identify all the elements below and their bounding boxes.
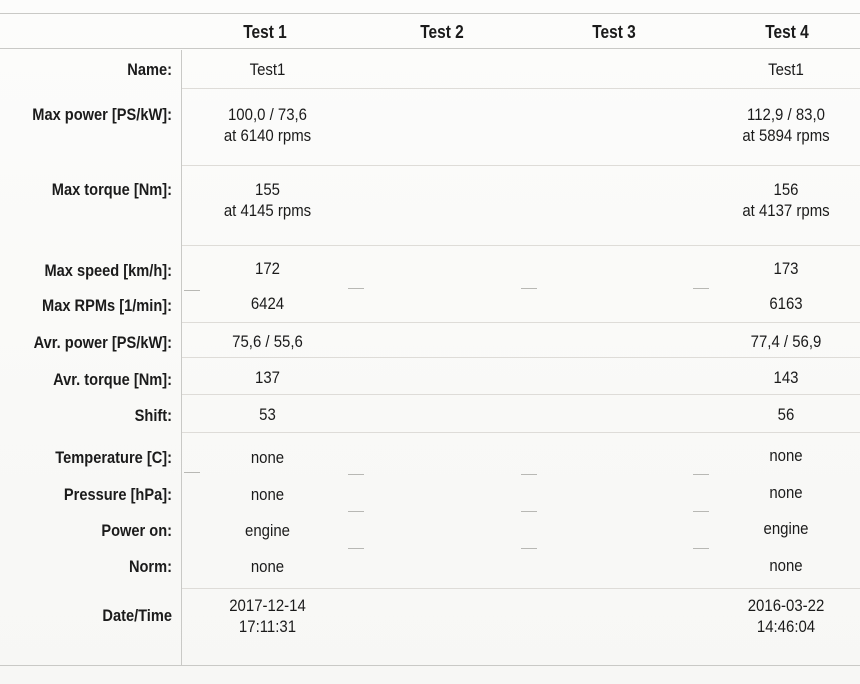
cell-test4-max-rpms: 6163 xyxy=(769,294,803,313)
empty-cell-dash xyxy=(521,511,537,512)
row-label-max-torque: Max torque [Nm]: xyxy=(51,180,172,199)
cell-test1-power-on: engine xyxy=(245,521,290,540)
cell-test1-max-speed: 172 xyxy=(255,259,280,278)
empty-cell-dash xyxy=(693,288,709,289)
row-label-max-speed: Max speed [km/h]: xyxy=(44,261,173,280)
row-rule xyxy=(182,245,860,246)
cell-test1-shift: 53 xyxy=(259,405,276,424)
cell-test4-avr-torque: 143 xyxy=(773,368,799,387)
row-label-name: Name: xyxy=(127,60,172,79)
empty-cell-dash xyxy=(693,474,709,475)
cell-test4-shift: 56 xyxy=(777,405,795,424)
cell-test4-name: Test1 xyxy=(768,60,804,79)
row-label-temperature: Temperature [C]: xyxy=(55,448,172,467)
cell-test1-norm: none xyxy=(250,557,285,576)
row-rule xyxy=(182,394,860,395)
cell-test4-power-on: engine xyxy=(763,519,809,538)
cell-test1-name: Test1 xyxy=(249,60,286,79)
empty-cell-dash xyxy=(693,511,709,512)
cell-test1-max-rpms: 6424 xyxy=(250,294,285,313)
cell-test1-pressure: none xyxy=(250,485,285,504)
row-label-shift: Shift: xyxy=(134,406,172,425)
row-label-norm: Norm: xyxy=(128,557,172,576)
row-rule xyxy=(182,357,860,358)
row-label-date-time: Date/Time xyxy=(102,606,172,625)
row-label-pressure: Pressure [hPa]: xyxy=(63,485,172,504)
row-rule xyxy=(182,88,860,89)
cell-test4-max-torque: 156 at 4137 rpms xyxy=(742,180,830,220)
cell-test1-max-torque: 155 at 4145 rpms xyxy=(223,180,312,220)
empty-cell-dash xyxy=(348,474,364,475)
row-rule xyxy=(182,588,860,589)
cell-test1-temperature: none xyxy=(250,448,285,467)
header-test-4: Test 4 xyxy=(765,22,809,42)
cell-test1-avr-power: 75,6 / 55,6 xyxy=(232,332,303,351)
cell-test4-norm: none xyxy=(769,556,803,575)
label-column-divider xyxy=(181,50,182,665)
header-test-2: Test 2 xyxy=(420,22,464,42)
row-label-max-rpms: Max RPMs [1/min]: xyxy=(42,296,172,315)
cell-test4-temperature: none xyxy=(769,446,803,465)
header-test-3: Test 3 xyxy=(592,22,636,42)
empty-cell-dash xyxy=(521,288,537,289)
empty-cell-dash xyxy=(348,511,364,512)
empty-cell-dash xyxy=(521,548,537,549)
empty-cell-dash xyxy=(348,548,364,549)
row-label-avr-torque: Avr. torque [Nm]: xyxy=(53,370,172,389)
cell-test1-max-power: 100,0 / 73,6 at 6140 rpms xyxy=(223,105,312,145)
row-label-max-power: Max power [PS/kW]: xyxy=(32,105,172,124)
cell-test4-date-time: 2016-03-22 14:46:04 xyxy=(747,596,825,636)
row-rule xyxy=(182,165,860,166)
top-rule xyxy=(0,13,860,14)
cell-test1-avr-torque: 137 xyxy=(255,368,280,387)
header-rule xyxy=(0,48,860,49)
header-test-1: Test 1 xyxy=(243,22,287,42)
empty-cell-dash xyxy=(184,472,200,473)
row-rule xyxy=(182,322,860,323)
cell-test4-max-speed: 173 xyxy=(773,259,799,278)
row-label-power-on: Power on: xyxy=(101,521,172,540)
empty-cell-dash xyxy=(348,288,364,289)
cell-test1-date-time: 2017-12-14 17:11:31 xyxy=(229,596,306,636)
cell-test4-max-power: 112,9 / 83,0 at 5894 rpms xyxy=(742,105,830,145)
bottom-rule xyxy=(0,665,860,666)
row-label-avr-power: Avr. power [PS/kW]: xyxy=(33,333,172,352)
empty-cell-dash xyxy=(693,548,709,549)
cell-test4-avr-power: 77,4 / 56,9 xyxy=(750,332,822,351)
empty-cell-dash xyxy=(184,290,200,291)
empty-cell-dash xyxy=(521,474,537,475)
row-rule xyxy=(182,432,860,433)
cell-test4-pressure: none xyxy=(769,483,803,502)
